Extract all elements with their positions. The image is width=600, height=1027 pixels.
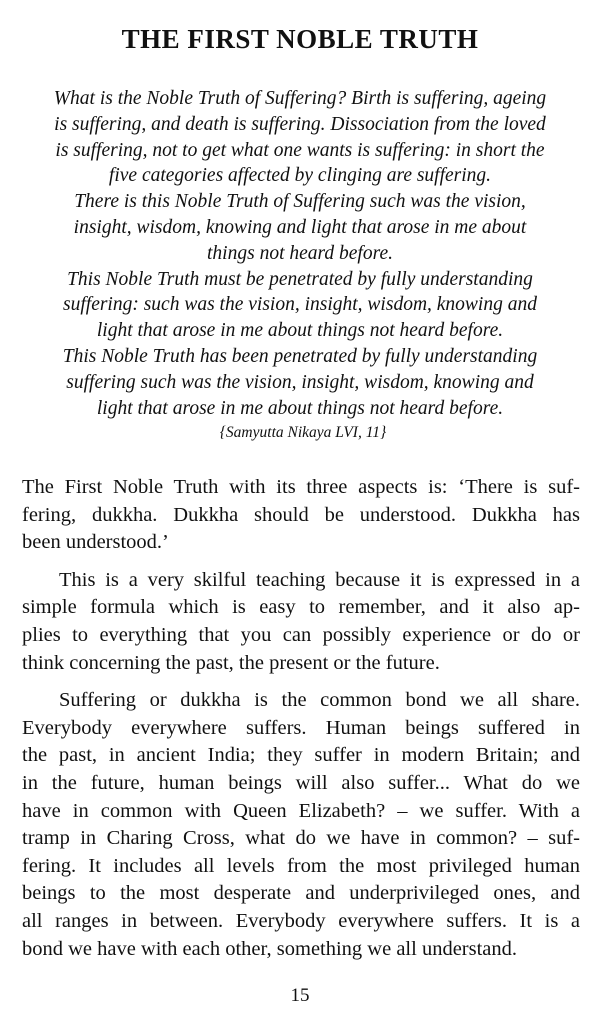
paragraph-line: all ranges in between. Everybody everywhere suffers. It is a	[22, 909, 580, 932]
paragraph-line: The First Noble Truth with its three aspects is: ‘There is suf-	[22, 476, 580, 498]
paragraph-line: beings to the most desperate and underprivileged ones, and	[22, 882, 580, 905]
paragraph-line: Suffering or dukkha is the common bond we all share.	[59, 689, 580, 712]
paragraph-line: the past, in ancient India; they suffer in modern Britain; and	[22, 744, 580, 767]
epigraph-line: This Noble Truth must be penetrated by fully understanding	[67, 268, 533, 290]
epigraph-quote	[22, 86, 578, 445]
paragraph-line: This is a very skilful teaching because it is expressed in a	[59, 568, 580, 591]
paragraph-line: Everybody everywhere suffers. Human beings suffered in	[22, 716, 580, 739]
paragraph	[22, 567, 580, 677]
paragraph-line: plies to everything that you can possibly experience or do or	[22, 623, 580, 646]
epigraph-citation: {Samyutta Nikaya LVI, 11}	[219, 424, 387, 442]
paragraph-line: bond we have with each other, something we all understand.	[22, 937, 518, 960]
epigraph-line: What is the Noble Truth of Suffering? Birth is suffering, ageing	[53, 88, 547, 109]
paragraph-line: fering, dukkha. Dukkha should be understood. Dukkha has	[22, 503, 580, 526]
epigraph-line: light that arose in me about things not heard before.	[96, 320, 504, 342]
paragraph-line: tramp in Charing Cross, what do we have in common? – suf-	[22, 827, 580, 850]
paragraph	[22, 474, 580, 557]
epigraph-line: This Noble Truth has been penetrated by fully understanding	[62, 345, 538, 367]
paragraph-line: think concerning the past, the present or the future.	[22, 651, 440, 674]
epigraph-line: suffering: such was the vision, insight, wisdom, knowing and	[63, 294, 537, 316]
epigraph-line: light that arose in me about things not heard before.	[96, 397, 504, 419]
paragraph-line: have in common with Queen Elizabeth? – we suffer. With a	[22, 799, 580, 822]
epigraph-line: things not heard before.	[207, 242, 393, 264]
paragraph-line: fering. It includes all levels from the most privileged human	[22, 854, 580, 877]
paragraph-line: in the future, human beings will also suffer... What do we	[22, 771, 580, 794]
paragraph	[22, 687, 580, 963]
epigraph-line: is suffering, and death is suffering. Dissociation from the loved	[54, 113, 546, 135]
epigraph-line: There is this Noble Truth of Suffering such was the vision,	[74, 191, 526, 213]
epigraph-line: is suffering, not to get what one wants is suffering: in short the	[55, 139, 545, 161]
body-text	[22, 474, 580, 973]
paragraph-line: simple formula which is easy to remember, and it also ap-	[22, 596, 580, 619]
chapter-title: THE FIRST NOBLE TRUTH	[121, 24, 479, 54]
paragraph-line: been understood.’	[22, 531, 169, 554]
page-number: 15	[290, 985, 310, 1006]
epigraph-line: five categories affected by clinging are suffering.	[108, 165, 492, 187]
epigraph-line: insight, wisdom, knowing and light that arose in me about	[73, 216, 527, 238]
epigraph-line: suffering such was the vision, insight, wisdom, knowing and	[66, 371, 534, 393]
